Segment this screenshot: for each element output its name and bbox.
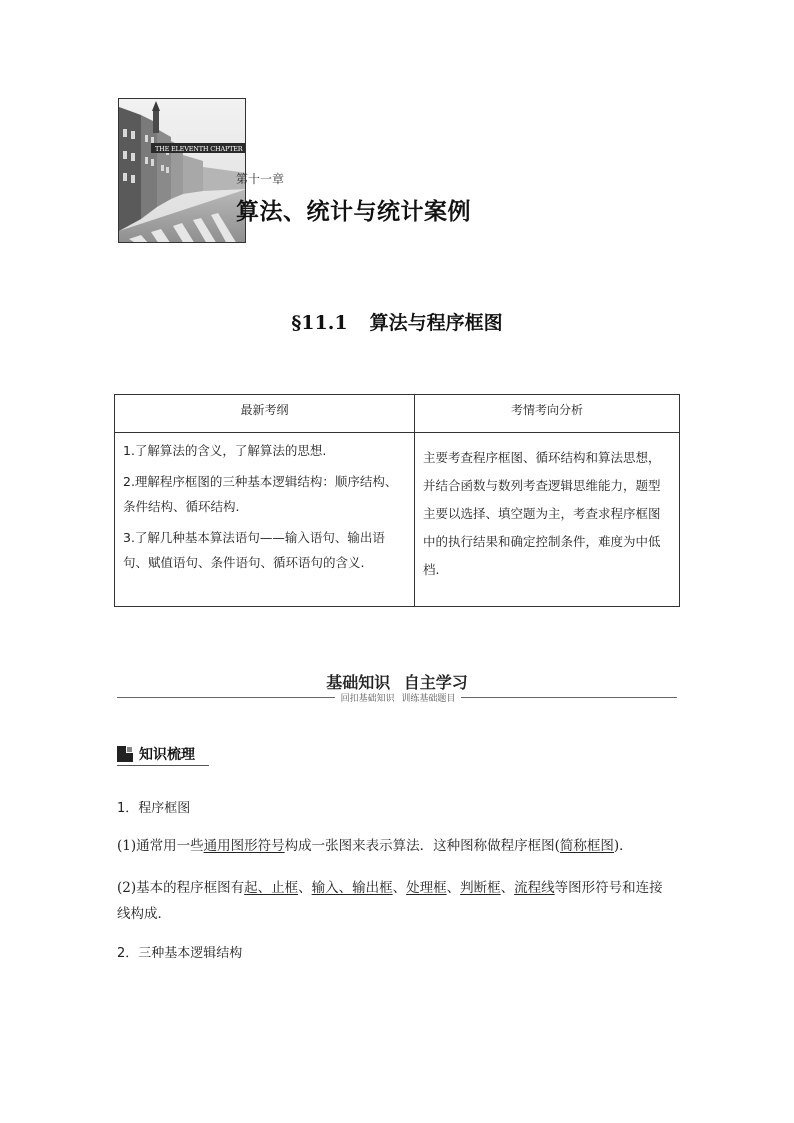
- text-span: 、: [298, 880, 312, 896]
- underlined-term: 简称框图: [559, 838, 614, 854]
- list-item: 3.了解几种基本算法语句——输入语句、输出语句、赋值语句、条件语句、循环语句的含义.: [123, 530, 385, 570]
- analysis-text: 主要考查程序框图、循环结构和算法思想，并结合函数与数列考查逻辑思维能力，题型主要以选择、填空题为主，考查求程序框图中的执行结果和确定控制条件，难度为中低档.: [423, 450, 661, 577]
- paragraph-2-line-1: [117, 875, 663, 901]
- section-name: 算法与程序框图: [369, 312, 503, 334]
- item-2-title: 2．三种基本逻辑结构: [117, 946, 243, 961]
- underlined-term: 判断框: [460, 880, 501, 896]
- knowledge-heading: 知识梳理: [139, 747, 195, 763]
- banner-divider-right: [461, 697, 677, 698]
- item-1-title: 1．程序框图: [117, 801, 191, 816]
- paragraph-2-line-2: 线构成．: [117, 906, 171, 922]
- text-span: (2)基本的程序框图有: [117, 880, 245, 896]
- underlined-term: 处理框: [406, 880, 447, 896]
- chapter-title: 算法、统计与统计案例: [236, 199, 471, 225]
- banner-subtitle: 回扣基础知识 训练基础题目: [340, 694, 456, 704]
- text-span: 、: [446, 880, 461, 896]
- outline-list: [116, 434, 413, 575]
- chapter-number-label: 第十一章: [236, 172, 285, 186]
- text-span: 等图形符号和连接: [554, 880, 663, 896]
- exam-outline-table: [114, 394, 680, 607]
- section-number: §11.1: [291, 312, 348, 334]
- analysis-cell: [415, 433, 680, 607]
- chapter-cover-image: [118, 98, 246, 243]
- list-item: 1.了解算法的含义，了解算法的思想.: [123, 443, 327, 458]
- text-span: 、: [392, 880, 407, 896]
- paragraph-1: [117, 833, 633, 859]
- knowledge-section-header: [117, 743, 209, 766]
- underlined-term: 起、止框: [244, 880, 299, 896]
- underlined-term: 通用图形符号: [203, 838, 285, 854]
- table-header-row: [115, 395, 680, 433]
- banner-title: 基础知识 自主学习: [326, 673, 468, 692]
- header-exam-analysis: 考情考向分析: [415, 395, 680, 433]
- banner-divider-left: [117, 697, 335, 698]
- section-title: [0, 308, 794, 335]
- text-span: (1)通常用一些: [117, 838, 204, 854]
- street-photo-illustration: [119, 99, 246, 243]
- underlined-term: 输入、输出框: [311, 880, 393, 896]
- table-row: [115, 433, 680, 607]
- text-span: 构成一张图来表示算法．这种图称做程序框图(: [284, 838, 560, 854]
- text-span: )．: [613, 838, 633, 854]
- text-span: 、: [500, 880, 515, 896]
- header-latest-outline: 最新考纲: [115, 395, 415, 433]
- list-item: 2.理解程序框图的三种基本逻辑结构：顺序结构、条件结构、循环结构.: [123, 474, 398, 514]
- outline-cell: [115, 433, 415, 607]
- underlined-term: 流程线: [514, 880, 555, 896]
- chapter-image-caption: THE ELEVENTH CHAPTER: [155, 145, 243, 153]
- square-block-icon: [117, 746, 133, 762]
